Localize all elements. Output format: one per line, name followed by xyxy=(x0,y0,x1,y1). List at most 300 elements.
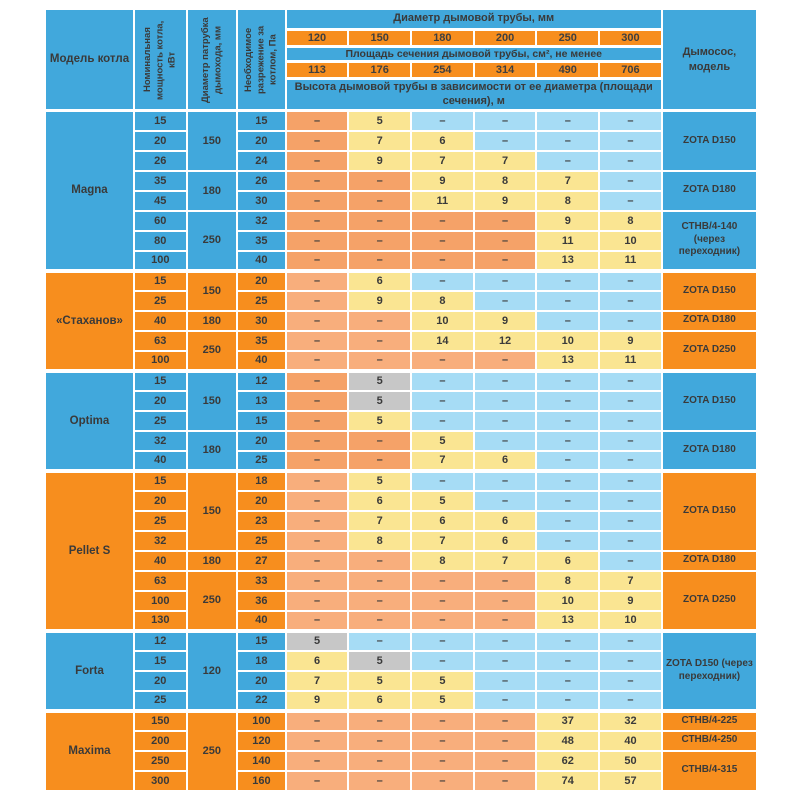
power-cell: 60 xyxy=(134,211,187,231)
chimney-height-cell: – xyxy=(411,391,474,411)
chimney-height-cell: – xyxy=(474,391,537,411)
header-draft-label: Необходимое разрежение за котлом, Па xyxy=(242,25,279,94)
draft-cell: 32 xyxy=(237,211,286,231)
chimney-height-cell: – xyxy=(474,131,537,151)
table-row xyxy=(45,671,757,691)
fan-model-cell: СТНВ/4-315 xyxy=(662,751,757,791)
chimney-height-cell: – xyxy=(536,631,599,651)
table-row xyxy=(45,131,757,151)
chimney-height-cell: – xyxy=(348,711,411,731)
chimney-height-cell: – xyxy=(599,131,662,151)
diameter-value: 300 xyxy=(599,29,662,46)
chimney-height-cell: – xyxy=(411,471,474,491)
power-cell: 63 xyxy=(134,331,187,351)
chimney-height-cell: 9 xyxy=(348,151,411,171)
chimney-height-cell: 62 xyxy=(536,751,599,771)
table-row xyxy=(45,231,757,251)
table-row xyxy=(45,751,757,771)
chimney-height-cell: 9 xyxy=(599,591,662,611)
chimney-height-cell: – xyxy=(474,591,537,611)
chimney-height-cell: – xyxy=(286,211,349,231)
power-cell: 40 xyxy=(134,311,187,331)
chimney-height-cell: – xyxy=(536,511,599,531)
chimney-height-cell: – xyxy=(536,111,599,131)
chimney-height-cell: – xyxy=(348,611,411,631)
chimney-height-cell: 14 xyxy=(411,331,474,351)
area-value: 176 xyxy=(348,62,411,79)
chimney-height-cell: – xyxy=(286,151,349,171)
draft-cell: 23 xyxy=(237,511,286,531)
power-cell: 20 xyxy=(134,391,187,411)
table-row xyxy=(45,611,757,631)
chimney-height-cell: 5 xyxy=(348,651,411,671)
chimney-height-cell: 8 xyxy=(348,531,411,551)
chimney-height-cell: – xyxy=(599,631,662,651)
chimney-height-cell: – xyxy=(599,671,662,691)
chimney-height-cell: – xyxy=(599,451,662,471)
chimney-height-cell: – xyxy=(348,451,411,471)
chimney-height-cell: – xyxy=(599,111,662,131)
chimney-height-cell: 7 xyxy=(348,511,411,531)
chimney-height-cell: – xyxy=(599,191,662,211)
power-cell: 100 xyxy=(134,591,187,611)
chimney-height-cell: – xyxy=(474,751,537,771)
chimney-height-cell: 11 xyxy=(599,351,662,371)
chimney-height-cell: 6 xyxy=(411,131,474,151)
chimney-height-cell: – xyxy=(536,651,599,671)
chimney-height-cell: 6 xyxy=(474,511,537,531)
power-cell: 20 xyxy=(134,131,187,151)
power-cell: 150 xyxy=(134,711,187,731)
table-row xyxy=(45,191,757,211)
area-value: 113 xyxy=(286,62,349,79)
chimney-height-cell: – xyxy=(474,691,537,711)
table-row xyxy=(45,531,757,551)
chimney-height-cell: – xyxy=(474,431,537,451)
outlet-diameter-cell: 180 xyxy=(187,171,238,211)
chimney-height-cell: 11 xyxy=(536,231,599,251)
table-row xyxy=(45,451,757,471)
table-row xyxy=(45,691,757,711)
draft-cell: 25 xyxy=(237,531,286,551)
model-cell: «Стаханов» xyxy=(45,271,134,371)
power-cell: 15 xyxy=(134,471,187,491)
chimney-height-cell: 11 xyxy=(411,191,474,211)
chimney-height-cell: – xyxy=(411,251,474,271)
chimney-height-cell: – xyxy=(286,471,349,491)
chimney-height-cell: – xyxy=(599,311,662,331)
chimney-height-cell: 9 xyxy=(411,171,474,191)
table-row xyxy=(45,331,757,351)
table-row xyxy=(45,291,757,311)
chimney-height-cell: 7 xyxy=(599,571,662,591)
draft-cell: 15 xyxy=(237,631,286,651)
power-cell: 250 xyxy=(134,751,187,771)
chimney-height-cell: – xyxy=(411,611,474,631)
chimney-height-cell: – xyxy=(474,471,537,491)
chimney-height-cell: – xyxy=(348,771,411,791)
model-cell: Optima xyxy=(45,371,134,471)
chimney-height-cell: 7 xyxy=(411,531,474,551)
table-row xyxy=(45,431,757,451)
fan-model-cell: ZOTA D150 (через переходник) xyxy=(662,631,757,711)
outlet-diameter-cell: 180 xyxy=(187,311,238,331)
chimney-height-cell: – xyxy=(348,631,411,651)
draft-cell: 120 xyxy=(237,731,286,751)
chimney-height-cell: – xyxy=(286,231,349,251)
draft-cell: 12 xyxy=(237,371,286,391)
header-outlet-label: Диаметр патрубка дымохода, мм xyxy=(199,16,223,103)
table-row xyxy=(45,771,757,791)
chimney-height-cell: – xyxy=(348,251,411,271)
chimney-height-cell: 5 xyxy=(348,671,411,691)
chimney-height-cell: 40 xyxy=(599,731,662,751)
chimney-height-cell: – xyxy=(411,651,474,671)
chimney-height-cell: 9 xyxy=(474,311,537,331)
chimney-height-cell: – xyxy=(536,451,599,471)
chimney-height-cell: – xyxy=(411,271,474,291)
chimney-height-cell: – xyxy=(474,231,537,251)
chimney-height-cell: 6 xyxy=(286,651,349,671)
chimney-height-cell: – xyxy=(286,271,349,291)
header-model: Модель котла xyxy=(45,9,134,111)
chimney-height-cell: – xyxy=(536,671,599,691)
chimney-height-cell: 5 xyxy=(411,671,474,691)
table-row xyxy=(45,411,757,431)
chimney-height-cell: – xyxy=(474,651,537,671)
outlet-diameter-cell: 150 xyxy=(187,471,238,551)
chimney-height-cell: – xyxy=(286,431,349,451)
table-row xyxy=(45,271,757,291)
draft-cell: 35 xyxy=(237,231,286,251)
table-row xyxy=(45,251,757,271)
chimney-height-cell: – xyxy=(411,111,474,131)
table-row xyxy=(45,311,757,331)
model-cell: Maxima xyxy=(45,711,134,791)
outlet-diameter-cell: 180 xyxy=(187,431,238,471)
power-cell: 32 xyxy=(134,431,187,451)
power-cell: 15 xyxy=(134,271,187,291)
chimney-height-cell: – xyxy=(286,731,349,751)
fan-model-cell: ZOTA D250 xyxy=(662,571,757,631)
power-cell: 100 xyxy=(134,251,187,271)
chimney-height-cell: – xyxy=(599,531,662,551)
power-cell: 25 xyxy=(134,511,187,531)
chimney-height-cell: – xyxy=(286,411,349,431)
chimney-height-cell: 9 xyxy=(536,211,599,231)
chimney-height-cell: 5 xyxy=(348,471,411,491)
header-chimney-height-title: Высота дымовой трубы в зависимости от ее диаметра (площади сечения), м xyxy=(286,79,662,111)
power-cell: 12 xyxy=(134,631,187,651)
table-row xyxy=(45,391,757,411)
chimney-height-cell: – xyxy=(474,291,537,311)
draft-cell: 27 xyxy=(237,551,286,571)
chimney-height-cell: – xyxy=(411,711,474,731)
chimney-height-cell: 7 xyxy=(348,131,411,151)
chimney-height-cell: – xyxy=(286,571,349,591)
model-cell: Magna xyxy=(45,111,134,271)
chimney-height-cell: – xyxy=(411,351,474,371)
power-cell: 15 xyxy=(134,111,187,131)
chimney-height-cell: 5 xyxy=(348,371,411,391)
chimney-height-cell: – xyxy=(474,771,537,791)
chimney-height-cell: – xyxy=(599,271,662,291)
chimney-height-cell: – xyxy=(536,491,599,511)
area-value: 706 xyxy=(599,62,662,79)
chimney-height-cell: 6 xyxy=(348,491,411,511)
chimney-height-cell: – xyxy=(474,631,537,651)
chimney-height-cell: 5 xyxy=(348,411,411,431)
chimney-height-cell: 7 xyxy=(474,551,537,571)
table-row xyxy=(45,591,757,611)
chimney-height-cell: 13 xyxy=(536,351,599,371)
chimney-height-cell: – xyxy=(286,191,349,211)
chimney-height-cell: – xyxy=(286,531,349,551)
chimney-height-cell: – xyxy=(474,211,537,231)
power-cell: 32 xyxy=(134,531,187,551)
chimney-height-cell: – xyxy=(536,471,599,491)
outlet-diameter-cell: 150 xyxy=(187,111,238,171)
chimney-height-cell: – xyxy=(348,191,411,211)
chimney-height-cell: 6 xyxy=(474,531,537,551)
table-row xyxy=(45,471,757,491)
chimney-height-cell: 5 xyxy=(411,491,474,511)
header-power-label: Номинальная мощность котла, кВт xyxy=(141,19,178,100)
draft-cell: 25 xyxy=(237,451,286,471)
chimney-height-cell: 7 xyxy=(474,151,537,171)
power-cell: 63 xyxy=(134,571,187,591)
chimney-height-cell: – xyxy=(411,731,474,751)
power-cell: 40 xyxy=(134,451,187,471)
draft-cell: 160 xyxy=(237,771,286,791)
table-row xyxy=(45,571,757,591)
chimney-height-cell: – xyxy=(599,431,662,451)
chimney-height-cell: – xyxy=(411,631,474,651)
chimney-height-cell: 8 xyxy=(536,571,599,591)
diameter-value: 180 xyxy=(411,29,474,46)
chimney-height-cell: – xyxy=(286,751,349,771)
chimney-height-cell: – xyxy=(536,291,599,311)
table-header xyxy=(45,9,757,111)
chimney-height-cell: – xyxy=(286,331,349,351)
chimney-height-cell: – xyxy=(599,471,662,491)
chimney-height-cell: – xyxy=(599,171,662,191)
chimney-height-cell: 6 xyxy=(536,551,599,571)
table-row xyxy=(45,171,757,191)
header-draft xyxy=(237,9,286,111)
chimney-height-cell: – xyxy=(599,691,662,711)
chimney-height-cell: 10 xyxy=(536,331,599,351)
chimney-height-cell: – xyxy=(411,591,474,611)
draft-cell: 40 xyxy=(237,351,286,371)
chimney-height-cell: 48 xyxy=(536,731,599,751)
area-value: 490 xyxy=(536,62,599,79)
draft-cell: 35 xyxy=(237,331,286,351)
chimney-height-cell: – xyxy=(474,411,537,431)
chimney-height-cell: – xyxy=(286,171,349,191)
chimney-height-cell: 74 xyxy=(536,771,599,791)
draft-cell: 20 xyxy=(237,431,286,451)
diameter-value: 150 xyxy=(348,29,411,46)
outlet-diameter-cell: 150 xyxy=(187,371,238,431)
chimney-height-cell: – xyxy=(286,371,349,391)
chimney-height-cell: 7 xyxy=(411,151,474,171)
chimney-height-cell: – xyxy=(348,351,411,371)
chimney-height-cell: 50 xyxy=(599,751,662,771)
table-row xyxy=(45,351,757,371)
chimney-height-cell: – xyxy=(286,391,349,411)
table-row xyxy=(45,631,757,651)
chimney-height-cell: 12 xyxy=(474,331,537,351)
header-chimney-diameter-title: Диаметр дымовой трубы, мм xyxy=(286,9,662,29)
draft-cell: 140 xyxy=(237,751,286,771)
fan-model-cell: ZOTA D180 xyxy=(662,431,757,471)
outlet-diameter-cell: 180 xyxy=(187,551,238,571)
draft-cell: 13 xyxy=(237,391,286,411)
chimney-height-cell: – xyxy=(411,211,474,231)
chimney-height-cell: – xyxy=(286,491,349,511)
chimney-height-cell: 5 xyxy=(411,431,474,451)
chimney-height-cell: – xyxy=(536,371,599,391)
power-cell: 130 xyxy=(134,611,187,631)
chimney-height-cell: 10 xyxy=(599,231,662,251)
chimney-height-cell: 9 xyxy=(348,291,411,311)
chimney-height-cell: – xyxy=(411,771,474,791)
chimney-height-cell: – xyxy=(536,311,599,331)
chimney-height-cell: 8 xyxy=(411,291,474,311)
chimney-height-cell: – xyxy=(286,551,349,571)
chimney-height-cell: – xyxy=(474,251,537,271)
power-cell: 20 xyxy=(134,491,187,511)
draft-cell: 20 xyxy=(237,131,286,151)
chimney-height-cell: – xyxy=(348,571,411,591)
chimney-height-cell: – xyxy=(348,311,411,331)
power-cell: 80 xyxy=(134,231,187,251)
chimney-height-cell: – xyxy=(286,711,349,731)
chimney-height-cell: – xyxy=(286,131,349,151)
chimney-height-cell: 8 xyxy=(536,191,599,211)
chimney-height-cell: – xyxy=(599,511,662,531)
chimney-height-cell: 6 xyxy=(411,511,474,531)
chimney-height-cell: – xyxy=(474,731,537,751)
chimney-height-cell: 13 xyxy=(536,251,599,271)
draft-cell: 15 xyxy=(237,111,286,131)
chimney-height-cell: – xyxy=(411,411,474,431)
chimney-height-cell: 8 xyxy=(474,171,537,191)
chimney-height-cell: 6 xyxy=(348,691,411,711)
header-section-area-title: Площадь сечения дымовой трубы, см², не менее xyxy=(286,46,662,62)
chimney-height-cell: 7 xyxy=(536,171,599,191)
draft-cell: 15 xyxy=(237,411,286,431)
chimney-height-cell: – xyxy=(348,211,411,231)
fan-model-cell: ZOTA D180 xyxy=(662,171,757,211)
chimney-height-cell: – xyxy=(474,351,537,371)
chimney-height-cell: – xyxy=(286,351,349,371)
fan-model-cell: ZOTA D150 xyxy=(662,111,757,171)
chimney-height-cell: 9 xyxy=(286,691,349,711)
chimney-height-cell: – xyxy=(348,551,411,571)
power-cell: 200 xyxy=(134,731,187,751)
chimney-height-cell: – xyxy=(411,371,474,391)
chimney-height-cell: – xyxy=(599,551,662,571)
chimney-height-cell: 10 xyxy=(599,611,662,631)
diameter-value: 120 xyxy=(286,29,349,46)
chimney-height-cell: – xyxy=(286,291,349,311)
outlet-diameter-cell: 250 xyxy=(187,571,238,631)
header-outlet-diameter xyxy=(187,9,238,111)
table-row xyxy=(45,151,757,171)
chimney-height-cell: 8 xyxy=(599,211,662,231)
chimney-height-cell: – xyxy=(411,231,474,251)
draft-cell: 18 xyxy=(237,651,286,671)
fan-model-cell: СТНВ/4-225 xyxy=(662,711,757,731)
model-cell: Forta xyxy=(45,631,134,711)
table-row xyxy=(45,511,757,531)
power-cell: 20 xyxy=(134,671,187,691)
chimney-height-cell: – xyxy=(599,651,662,671)
chimney-height-cell: – xyxy=(536,691,599,711)
outlet-diameter-cell: 250 xyxy=(187,331,238,371)
chimney-height-cell: – xyxy=(411,571,474,591)
chimney-height-cell: 5 xyxy=(411,691,474,711)
draft-cell: 30 xyxy=(237,311,286,331)
draft-cell: 100 xyxy=(237,711,286,731)
chimney-height-cell: – xyxy=(599,411,662,431)
chimney-height-cell: – xyxy=(599,491,662,511)
chimney-height-cell: – xyxy=(474,611,537,631)
chimney-height-cell: 9 xyxy=(599,331,662,351)
table-row xyxy=(45,731,757,751)
chimney-height-cell: 6 xyxy=(474,451,537,471)
power-cell: 100 xyxy=(134,351,187,371)
chimney-height-cell: 13 xyxy=(536,611,599,631)
chimney-height-cell: 57 xyxy=(599,771,662,791)
chimney-height-cell: 5 xyxy=(286,631,349,651)
chimney-height-cell: – xyxy=(348,731,411,751)
chimney-height-cell: – xyxy=(286,771,349,791)
power-cell: 25 xyxy=(134,411,187,431)
header-power xyxy=(134,9,187,111)
power-cell: 35 xyxy=(134,171,187,191)
power-cell: 15 xyxy=(134,651,187,671)
chimney-height-cell: – xyxy=(599,391,662,411)
table-row xyxy=(45,711,757,731)
table-row xyxy=(45,651,757,671)
chimney-height-cell: – xyxy=(348,431,411,451)
chimney-height-cell: 6 xyxy=(348,271,411,291)
outlet-diameter-cell: 120 xyxy=(187,631,238,711)
power-cell: 25 xyxy=(134,691,187,711)
diameter-value: 200 xyxy=(474,29,537,46)
chimney-height-cell: – xyxy=(411,751,474,771)
chimney-height-cell: 10 xyxy=(411,311,474,331)
chimney-height-cell: – xyxy=(348,591,411,611)
fan-model-cell: ZOTA D150 xyxy=(662,471,757,551)
area-value: 254 xyxy=(411,62,474,79)
fan-model-cell: СТНВ/4-250 xyxy=(662,731,757,751)
chimney-height-cell: – xyxy=(348,231,411,251)
chimney-height-cell: – xyxy=(286,611,349,631)
chimney-height-cell: 37 xyxy=(536,711,599,731)
chimney-height-cell: – xyxy=(474,111,537,131)
chimney-height-cell: 8 xyxy=(411,551,474,571)
chimney-height-cell: – xyxy=(286,251,349,271)
model-cell: Pellet S xyxy=(45,471,134,631)
chimney-height-cell: – xyxy=(599,371,662,391)
table-row xyxy=(45,371,757,391)
chimney-height-cell: 7 xyxy=(286,671,349,691)
draft-cell: 20 xyxy=(237,671,286,691)
